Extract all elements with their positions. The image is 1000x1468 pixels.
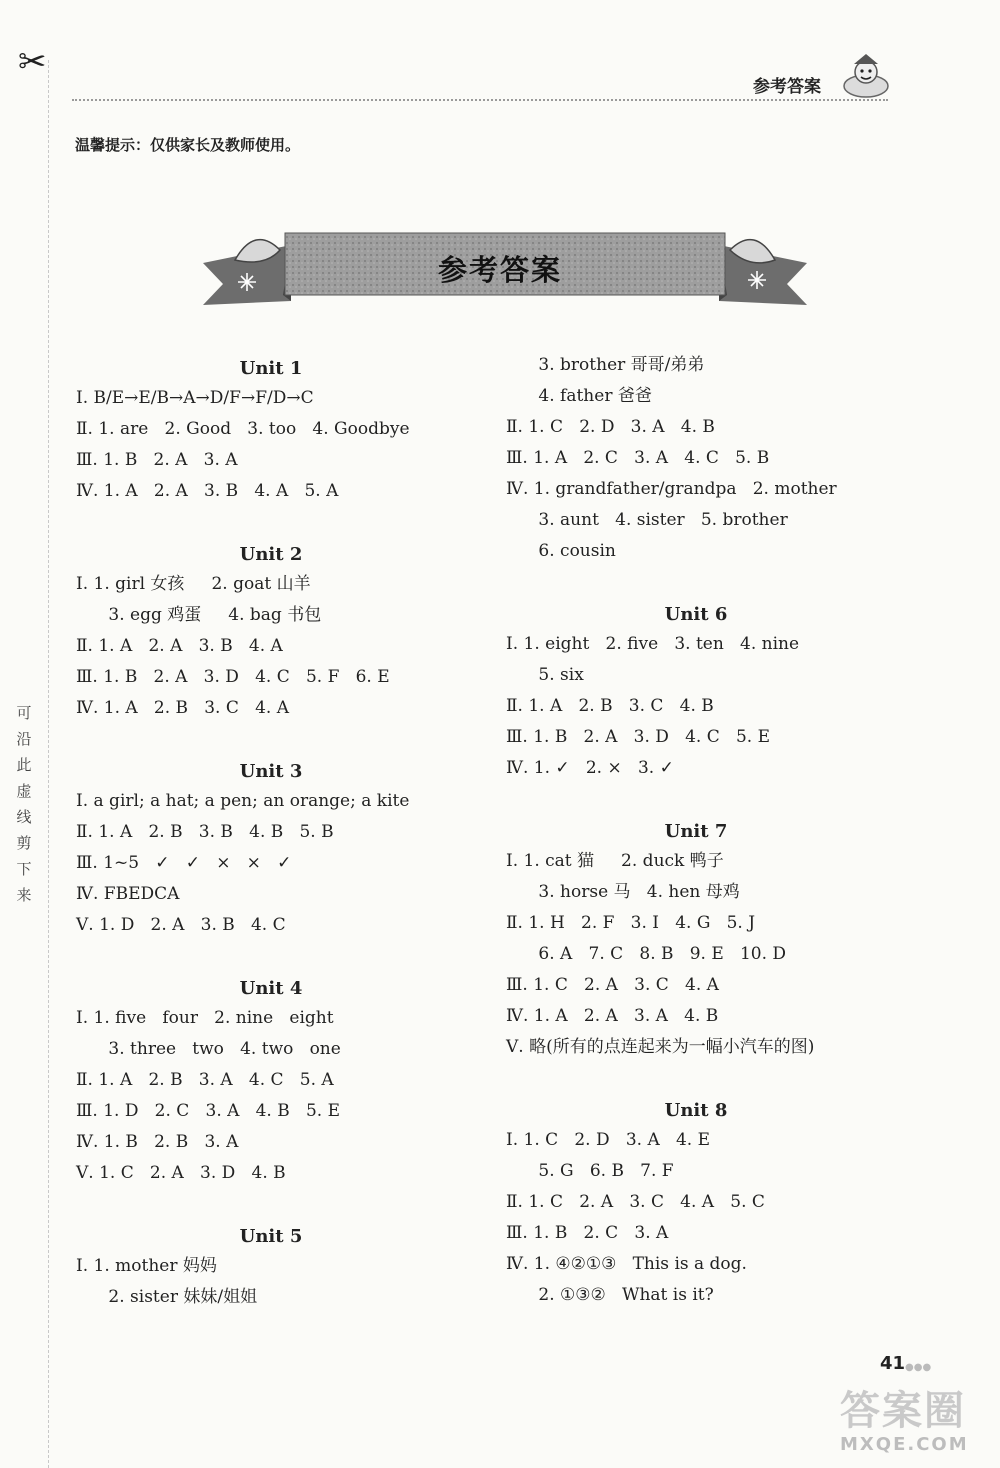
answer-line: Ⅳ. 1. ④②①③ This is a dog. [506,1254,747,1274]
answer-line: 4. father 爸爸 [506,386,652,406]
answer-line: Ⅰ. 1. mother 妈妈 [76,1256,217,1276]
answer-line: 2. ①③② What is it? [506,1285,714,1305]
cut-line-text: 可 沿 此 虚 线 剪 下 来 [16,704,32,904]
notice: 温馨提示：仅供家长及教师使用。 [75,136,301,154]
unit-block [76,355,466,507]
unit-title: Unit 7 [664,821,728,842]
answer-line: Ⅳ. 1. ✓ 2. × 3. ✓ [506,758,674,778]
answer-line: 6. A 7. C 8. B 9. E 10. D [506,944,787,964]
header-rule [72,99,888,101]
watermark [840,1388,990,1455]
unit-title: Unit 4 [239,978,303,999]
answer-line: Ⅰ. 1. five four 2. nine eight [76,1008,334,1028]
snowman-icon [840,52,892,100]
unit-block [76,758,466,941]
answer-line: Ⅰ. 1. girl 女孩 2. goat 山羊 [76,574,311,594]
header-title: 参考答案 [753,77,821,97]
unit-title: Unit 1 [239,358,303,379]
unit-block [506,601,886,784]
answer-line: Ⅳ. 1. A 2. A 3. A 4. B [506,1006,719,1026]
answer-line: Ⅳ. 1. A 2. A 3. B 4. A 5. A [76,481,339,501]
answer-line: 3. horse 马 4. hen 母鸡 [506,882,740,902]
unit-block [506,818,886,1063]
unit-block [76,975,466,1189]
answer-line: Ⅴ. 1. C 2. A 3. D 4. B [76,1163,286,1183]
answer-line: Ⅳ. 1. B 2. B 3. A [76,1132,239,1152]
answer-line: Ⅰ. 1. cat 猫 2. duck 鸭子 [506,851,724,871]
answer-line: Ⅲ. 1. B 2. A 3. A [76,450,238,470]
answer-line: Ⅳ. FBEDCA [76,884,180,904]
answer-line: Ⅱ. 1. C 2. A 3. C 4. A 5. C [506,1192,765,1212]
answer-line: Ⅲ. 1. B 2. A 3. D 4. C 5. E [506,727,770,747]
answer-line: Ⅲ. 1. A 2. C 3. A 4. C 5. B [506,448,770,468]
answer-line: Ⅲ. 1~5 ✓ ✓ × × ✓ [76,853,292,873]
answer-line: Ⅴ. 1. D 2. A 3. B 4. C [76,915,286,935]
answer-line: Ⅱ. 1. H 2. F 3. I 4. G 5. J [506,913,756,933]
answer-line: Ⅱ. 1. are 2. Good 3. too 4. Goodbye [76,419,410,439]
answer-line: Ⅱ. 1. A 2. A 3. B 4. A [76,636,283,656]
unit-block-continued [506,350,886,567]
answer-line: Ⅴ. 略(所有的点连起来为一幅小汽车的图) [506,1037,815,1057]
unit-title: Unit 2 [239,544,303,565]
unit-title: Unit 6 [664,604,728,625]
answer-line: 5. G 6. B 7. F [506,1161,674,1181]
answer-line: Ⅲ. 1. C 2. A 3. C 4. A [506,975,719,995]
answer-line: Ⅱ. 1. A 2. B 3. C 4. B [506,696,714,716]
answer-line: 2. sister 妹妹/姐姐 [76,1287,258,1307]
answer-line: Ⅲ. 1. B 2. A 3. D 4. C 5. F 6. E [76,667,390,687]
watermark-url: MXQE.COM [840,1434,969,1455]
unit-title: Unit 8 [664,1100,728,1121]
answer-line: Ⅱ. 1. A 2. B 3. A 4. C 5. A [76,1070,334,1090]
answer-line: Ⅰ. 1. eight 2. five 3. ten 4. nine [506,634,800,654]
unit-title: Unit 3 [239,761,303,782]
answer-line: Ⅰ. B/E→E/B→A→D/F→F/D→C [76,388,314,408]
unit-block [76,541,466,724]
unit-title: Unit 5 [239,1226,303,1247]
answer-line: Ⅳ. 1. A 2. B 3. C 4. A [76,698,289,718]
unit-block [76,1223,466,1313]
answer-line: Ⅰ. 1. C 2. D 3. A 4. E [506,1130,710,1150]
answer-line: 3. egg 鸡蛋 4. bag 书包 [76,605,322,625]
answer-line: 3. brother 哥哥/弟弟 [506,355,705,375]
answer-line: 3. three two 4. two one [76,1039,341,1059]
left-column [76,355,466,1313]
answer-line: Ⅱ. 1. A 2. B 3. B 4. B 5. B [76,822,334,842]
banner-title: 参考答案 [437,253,562,287]
answer-line: 5. six [506,665,584,685]
answer-line: Ⅲ. 1. B 2. C 3. A [506,1223,669,1243]
answer-line: 3. aunt 4. sister 5. brother [506,510,788,530]
unit-block [506,1097,886,1311]
page-dots-decoration: ●●● [905,1362,932,1373]
answer-line: Ⅰ. a girl; a hat; a pen; an orange; a kite [76,791,410,811]
right-column [506,350,886,1311]
answer-line: 6. cousin [506,541,616,561]
page-number: 41 [880,1353,906,1374]
answer-line: Ⅱ. 1. C 2. D 3. A 4. B [506,417,715,437]
answer-line: Ⅲ. 1. D 2. C 3. A 4. B 5. E [76,1101,340,1121]
watermark-logo: 答案圈 [840,1388,966,1434]
answer-line: Ⅳ. 1. grandfather/grandpa 2. mother [506,479,837,499]
scissors-icon: ✂ [18,42,47,82]
